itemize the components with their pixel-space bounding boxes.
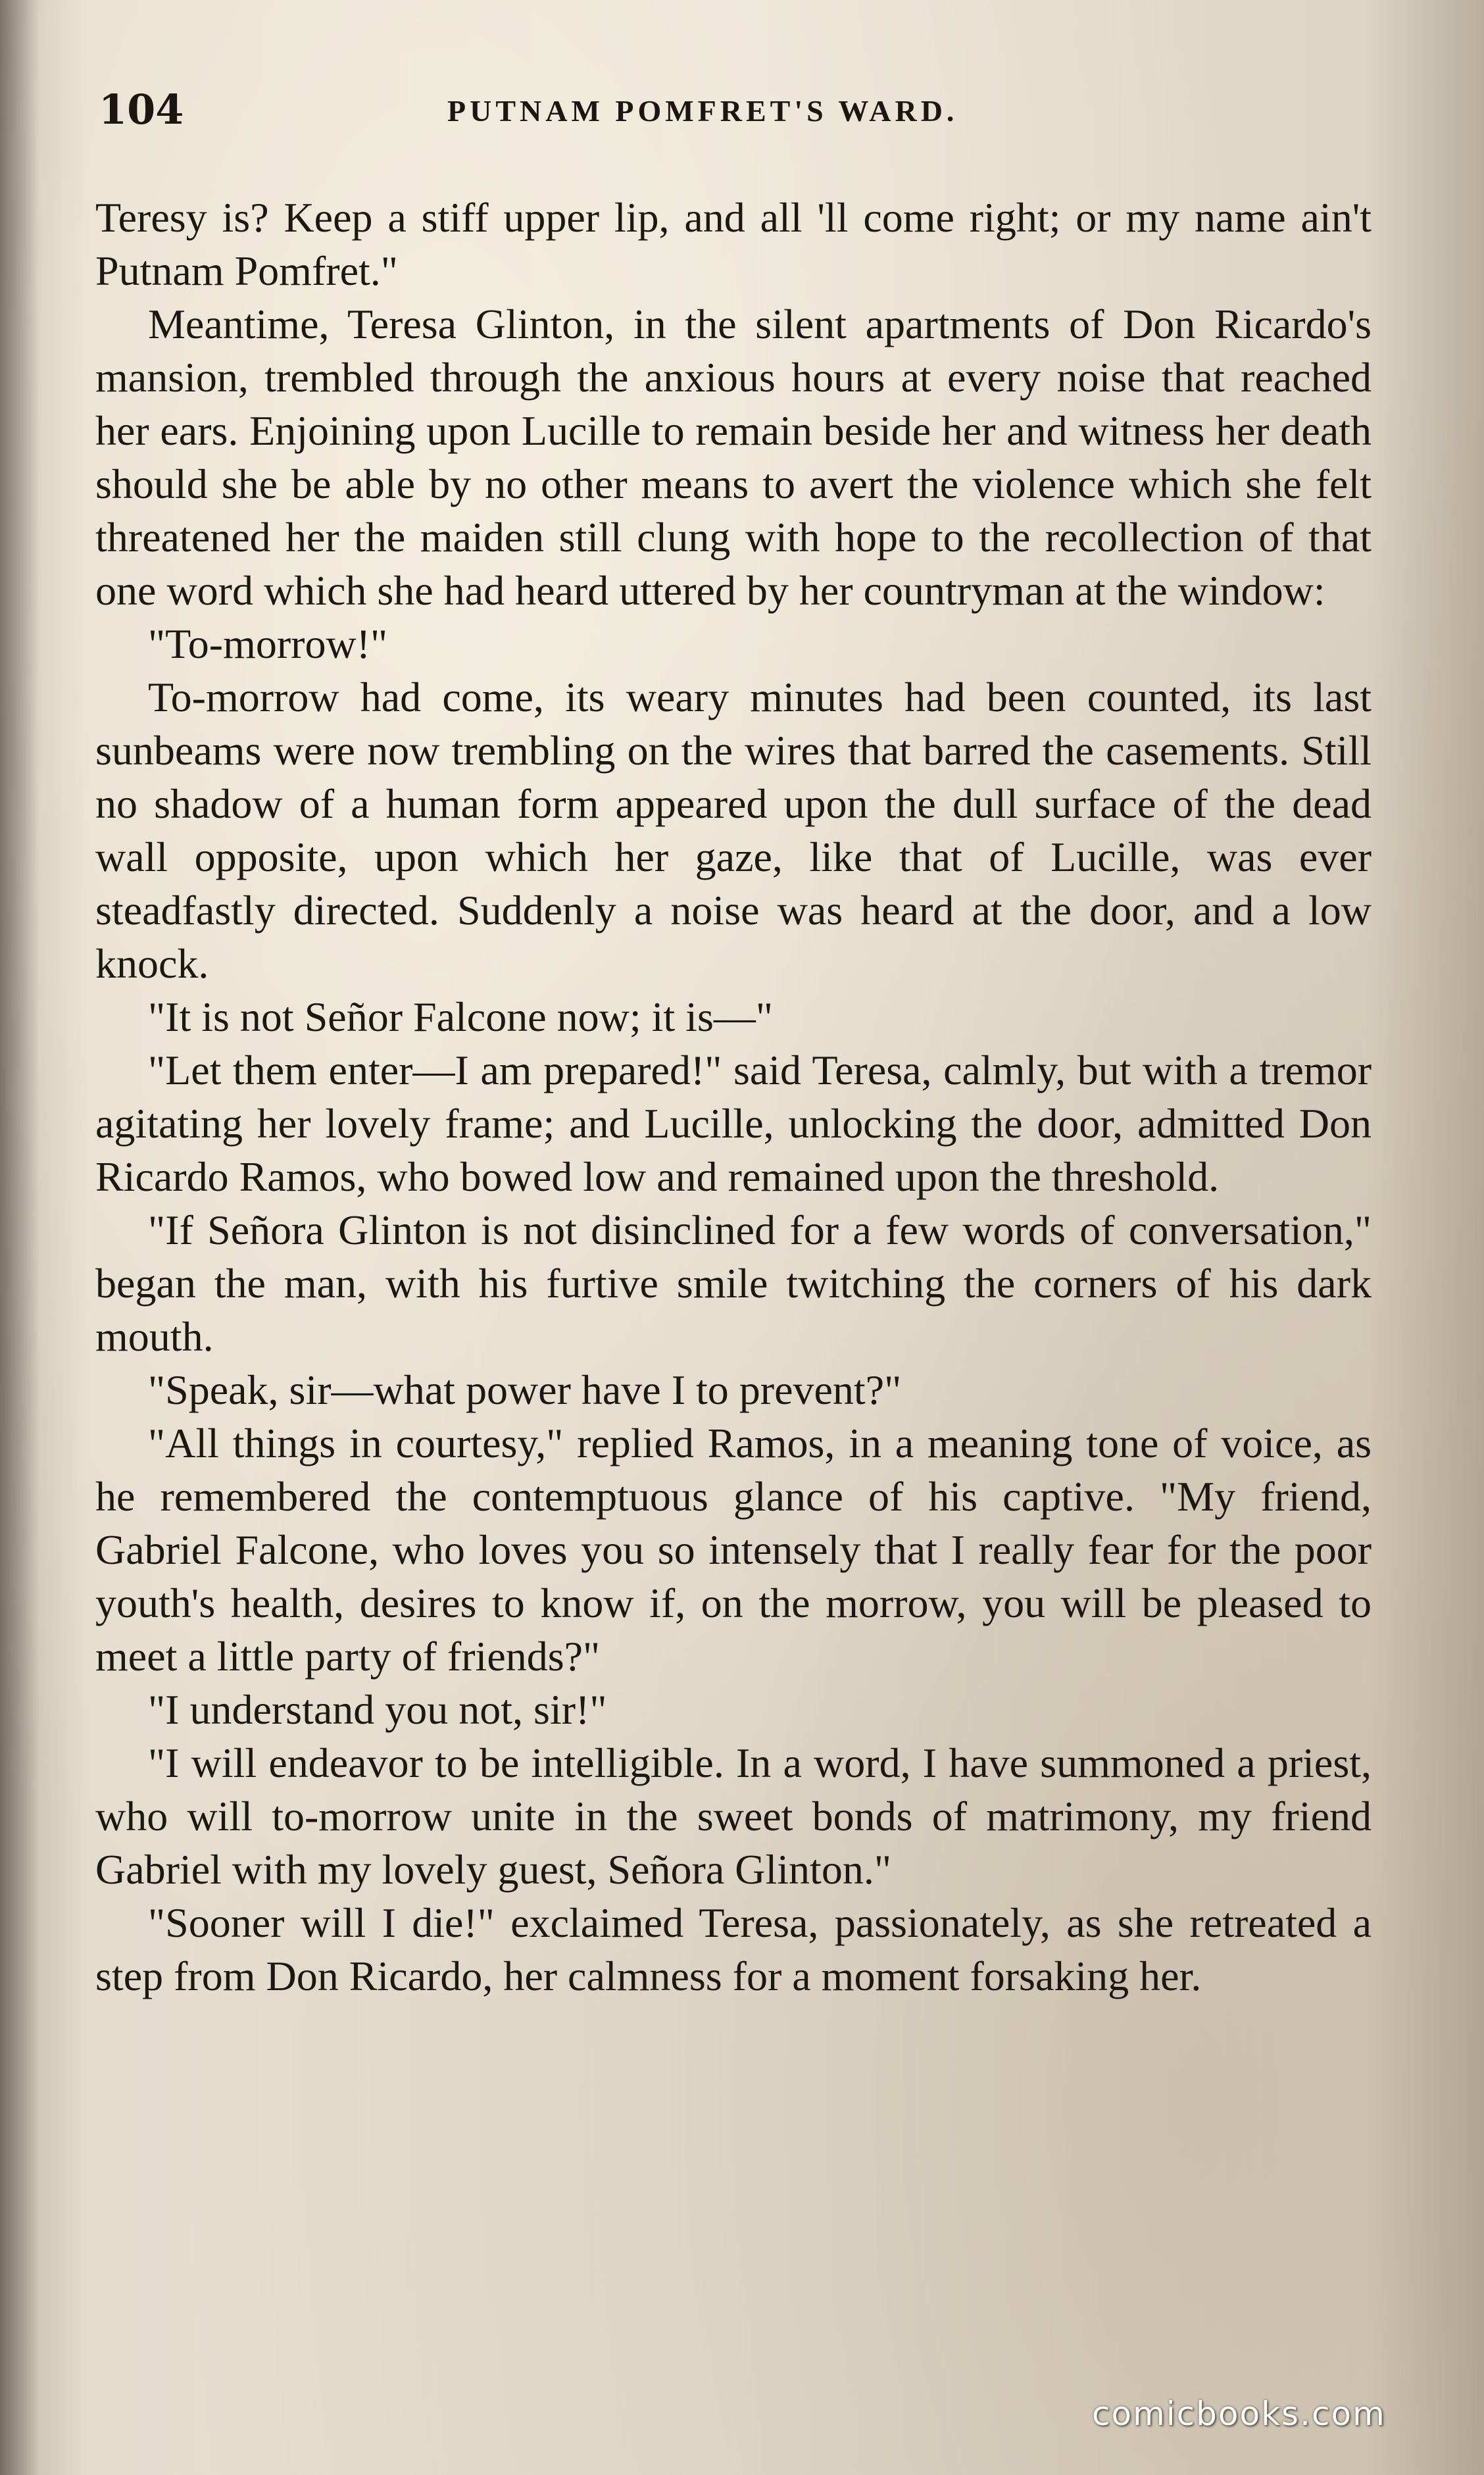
paragraph-1: Teresy is? Keep a stiff upper lip, and all 'll come right; or my name ain't Putnam Pomfret." [95,194,1372,294]
page-number: 104 [99,86,184,134]
paragraph-9: "All things in courtesy," replied Ramos, in a meaning tone of voice, as he remembered the contemptuous glance of his captive. "My friend, Gabriel Falcone, who loves you so intensely that I really fear for the poor youth's health, desires to know if, on the morrow, you will be pleased to meet a little party of friends?" [95,1420,1372,1680]
paragraph-10: "I understand you not, sir!" [148,1686,607,1733]
paragraph-11: "I will endeavor to be intelligible. In a word, I have summoned a priest, who will to-morrow unite in the sweet bonds of matrimony, my friend Gabriel with my lovely guest, Señora Glinton." [95,1739,1372,1893]
paragraph-2: Meantime, Teresa Glinton, in the silent apartments of Don Ricardo's mansion, trembled through the anxious hours at every noise that reached her ears. Enjoining upon Lucille to remain beside her and witness her death should she be able by no other means to avert the violence which she felt threatened her the maiden still clung with hope to the recollection of that one word which she had heard uttered by her countryman at the window: [95,301,1372,614]
paragraph-6: "Let them enter—I am prepared!" said Teresa, calmly, but with a tremor agitating her lovely frame; and Lucille, unlocking the door, admitted Don Ricardo Ramos, who bowed low and remained upon the threshold. [95,1047,1372,1200]
running-head [99,86,1375,138]
paragraph-5: "It is not Señor Falcone now; it is—" [148,993,773,1040]
running-title: PUTNAM POMFRET'S WARD. [447,94,958,128]
paragraph-8: "Speak, sir—what power have I to prevent?" [148,1366,902,1413]
paragraph-3: "To-morrow!" [148,620,388,667]
body-text [95,191,1372,2003]
paragraph-7: "If Señora Glinton is not disinclined for a few words of conversation," began the man, with his furtive smile twitching the corners of his dark mouth. [95,1207,1372,1360]
paragraph-12: "Sooner will I die!" exclaimed Teresa, passionately, as she retreated a step from Don Ricardo, her calmness for a moment forsaking her. [95,1899,1372,1999]
paragraph-4: To-morrow had come, its weary minutes had been counted, its last sunbeams were now trembling on the wires that barred the casements. Still no shadow of a human form appeared upon the dull surface of the dead wall opposite, upon which her gaze, like that of Lucille, was ever steadfastly directed. Suddenly a noise was heard at the door, and a low knock. [95,674,1372,987]
site-watermark: comicbooks.com [1092,2395,1386,2433]
page-spine-shadow [0,0,39,2475]
